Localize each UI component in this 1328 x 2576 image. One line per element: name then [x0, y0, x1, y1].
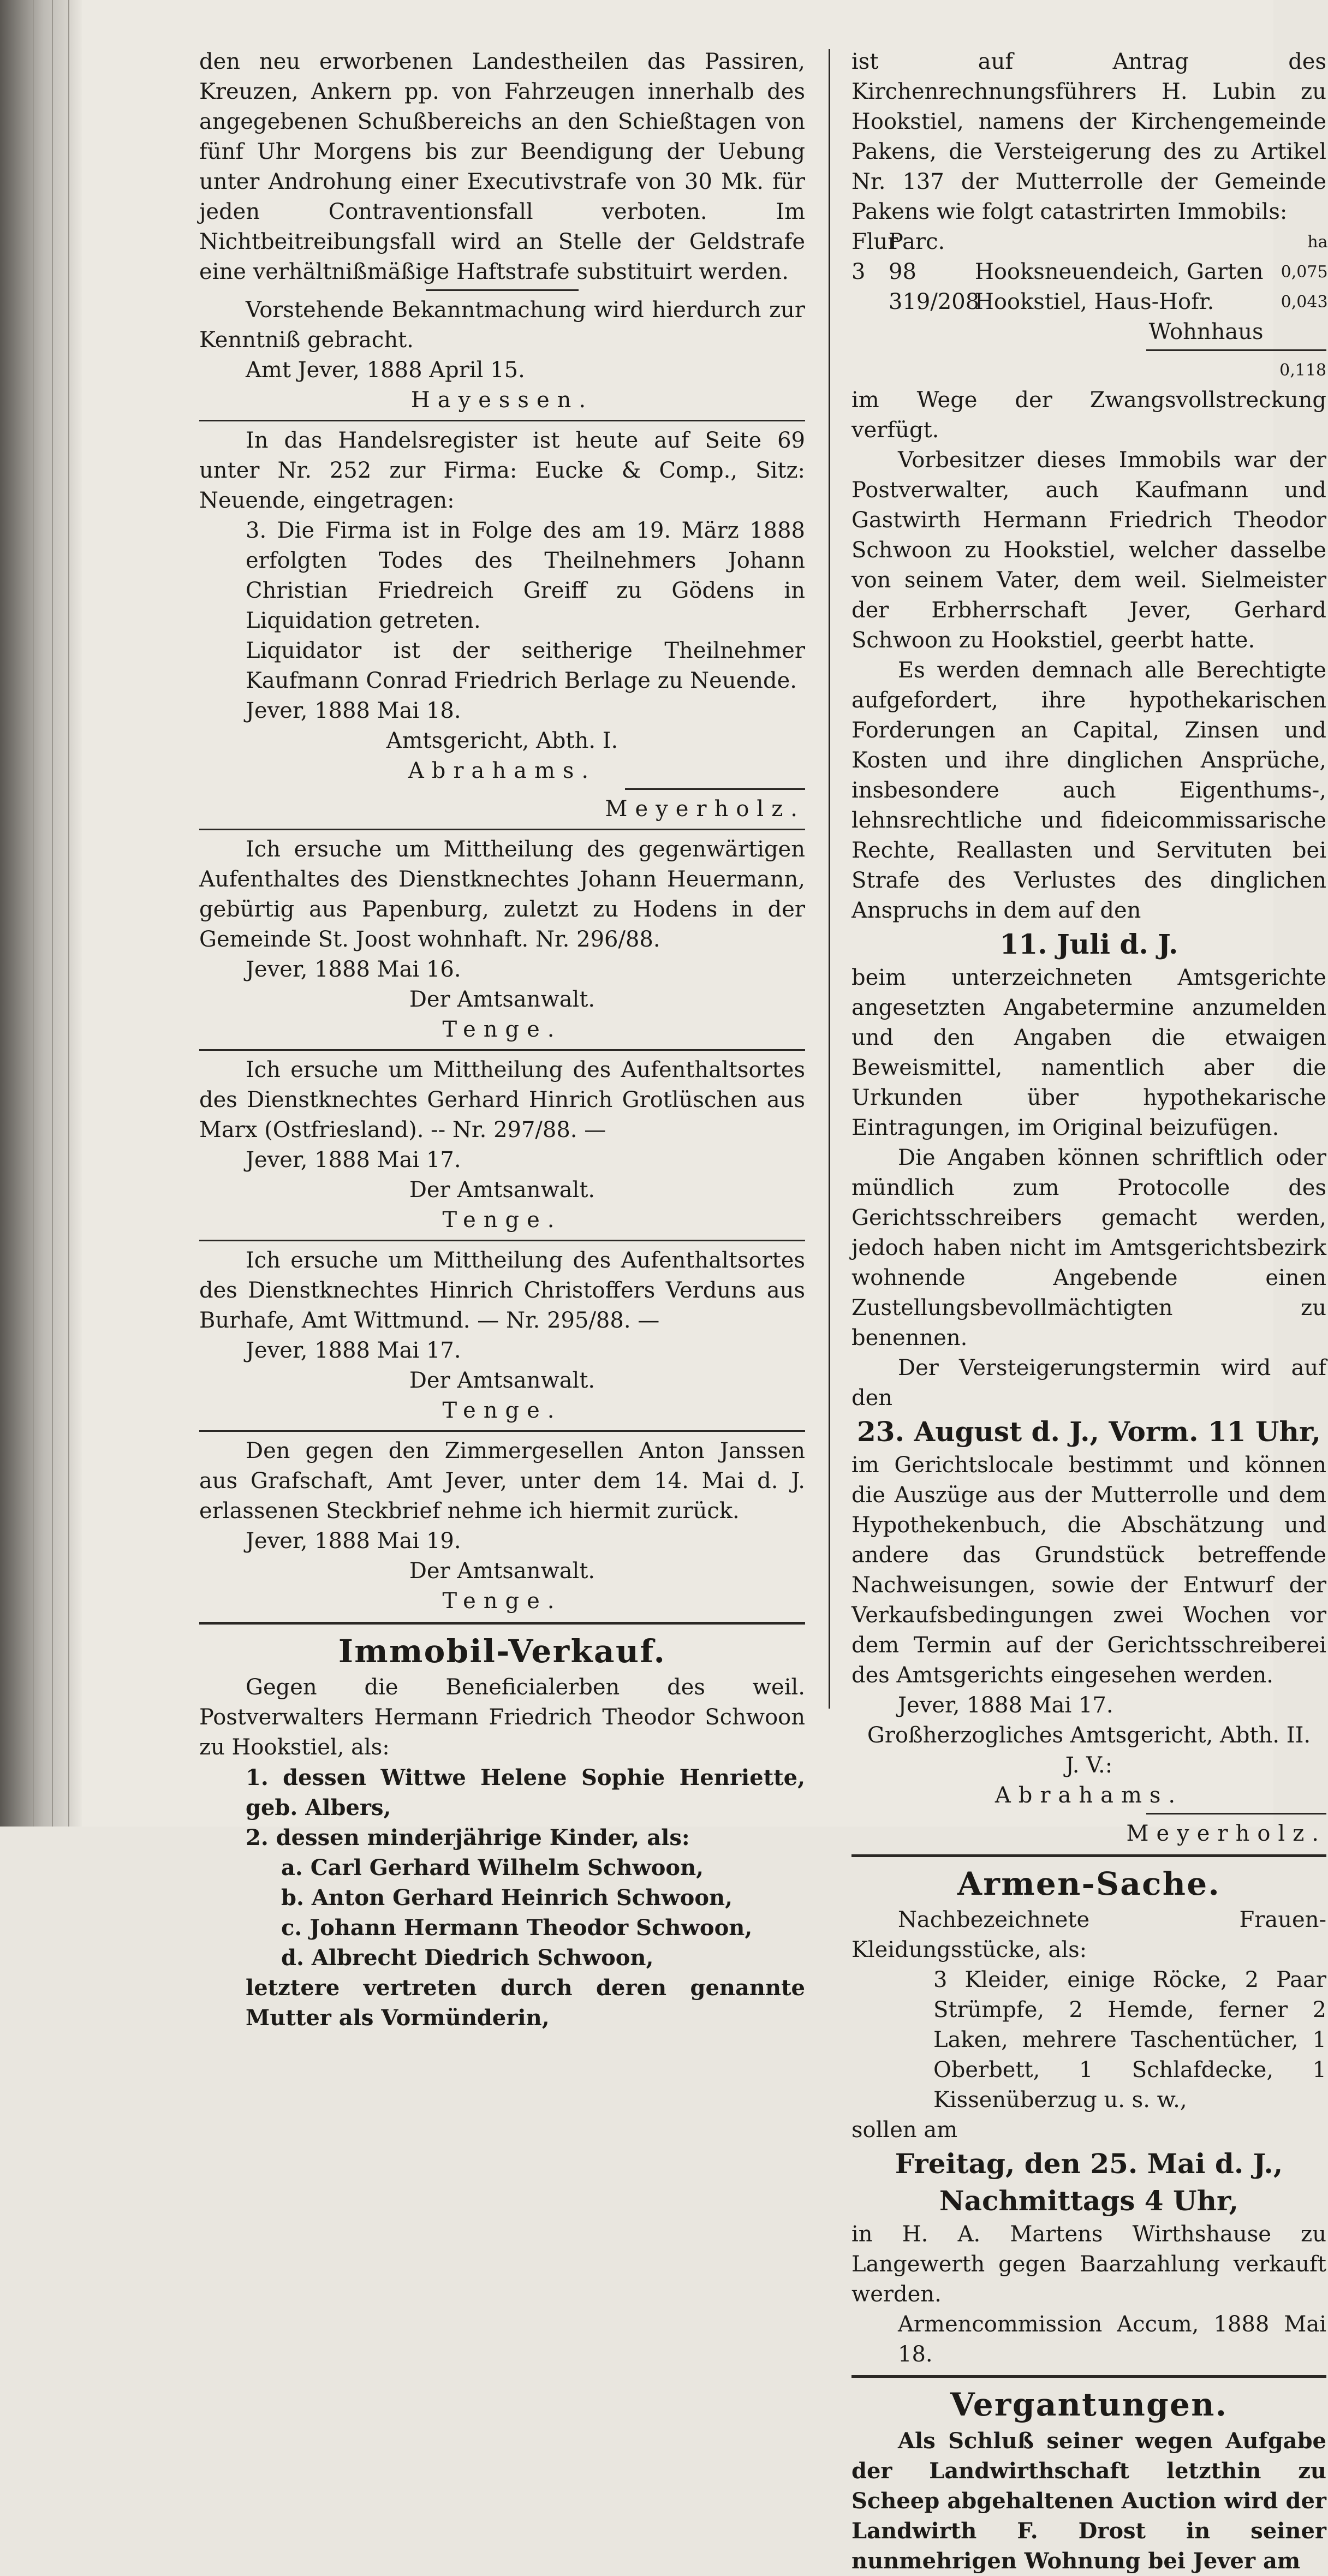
notice-2-date: Jever, 1888 Mai 18.: [246, 698, 461, 723]
parcel-table: [851, 227, 1326, 347]
notice-2-signature: Abrahams.: [408, 758, 597, 783]
notice-5-text: Ich ersuche um Mittheilung des Aufenthaltsortes des Dienstknechtes Hinrich Christoffers Verduns aus Burhafe, Amt Wittmund. — Nr. 295/88. —: [199, 1248, 805, 1333]
date-23-august: 23. August d. J., Vorm. 11 Uhr,: [857, 1415, 1321, 1448]
notice-6-office: Der Amtsanwalt.: [409, 1558, 595, 1584]
table-cell: Wohnhaus: [1148, 319, 1264, 344]
armen-time: Nachmittags 4 Uhr,: [939, 2185, 1239, 2217]
table-header-ha: ha: [1307, 233, 1328, 252]
notice-2-signature-2: Meyerholz.: [605, 796, 805, 822]
immobil-end: letztere vertreten durch deren genannte Mutter als Vormünderin,: [246, 1975, 805, 2031]
notice-6-date: Jever, 1888 Mai 19.: [246, 1528, 461, 1554]
vergantungen-heading: Vergantungen.: [950, 2386, 1228, 2423]
notice-1-signature: Hayessen.: [410, 388, 594, 413]
armen-sollen: sollen am: [851, 2117, 958, 2143]
page-edge-line: [68, 0, 69, 1827]
immobil-child-c: c. Johann Hermann Theodor Schwoon,: [281, 1915, 753, 1941]
table-cell: 98: [889, 259, 916, 284]
table-cell: Hooksneuendeich, Garten: [975, 259, 1264, 284]
date-11-juli: 11. Juli d. J.: [999, 928, 1178, 960]
right-text-4: Es werden demnach alle Berechtigte aufgefordert, ihre hypothekarischen Forderungen an Capital, Zinsen und Kosten und ihre dinglichen Ansprüche, insbesondere auch Eigenthums-, lehnsrechtliche und fideicommissarische Rechte, Reallasten und Servituten bei Strafe des Verlustes des dinglichen Anspruchs in dem auf den: [851, 658, 1326, 923]
notice-5-office: Der Amtsanwalt.: [409, 1368, 595, 1393]
notice-1-text: Vorstehende Bekanntmachung wird hierdurch zur Kenntniß gebracht.: [199, 298, 805, 353]
right-text-7: Der Versteigerungstermin wird auf den: [851, 1355, 1326, 1411]
armen-text: Nachbezeichnete Frauen-Kleidungsstücke, als:: [851, 1907, 1326, 1962]
vergantungen-text: Als Schluß seiner wegen Aufgabe der Landwirthschaft letzthin zu Scheep abgehaltenen Auction wird der Landwirth F. Drost in seiner nunmehrigen Wohnung bei Jever am: [851, 2428, 1326, 2574]
right-signature: Abrahams.: [994, 1783, 1183, 1808]
divider: [199, 1430, 805, 1432]
right-text-6: Die Angaben können schriftlich oder mündlich zum Protocolle des Gerichtsschreibers gemacht werden, jedoch haben nicht im Amtsgerichtsbezirk wohnende Angebende einen Zustellungsbevollmächtigten zu benennen.: [851, 1145, 1326, 1351]
right-intro: ist auf Antrag des Kirchenrechnungsführers H. Lubin zu Hookstiel, namens der Kirchengemeinde Pakens, die Versteigerung des zu Artikel Nr. 137 der Mutterrolle der Gemeinde Pakens wie folgt catastrirten Immobils:: [851, 49, 1326, 224]
right-court: Großherzogliches Amtsgericht, Abth. II.: [867, 1723, 1311, 1748]
notice-3-text: Ich ersuche um Mittheilung des gegenwärtigen Aufenthaltes des Dienstknechtes Johann Heuermann, gebürtig aus Papenburg, zuletzt zu Hodens in der Gemeinde St. Joost wohnhaft. Nr. 296/88.: [199, 837, 805, 952]
immobil-child-a: a. Carl Gerhard Wilhelm Schwoon,: [281, 1855, 704, 1881]
intro-paragraph: den neu erworbenen Landestheilen das Passiren, Kreuzen, Ankern pp. von Fahrzeugen innerhalb des angegebenen Schußbereichs an den Schießtagen von fünf Uhr Morgens bis zur Beendigung der Uebung unter Androhung einer Executivstrafe von 30 Mk. für jeden Contraventionsfall verboten. Im Nichtbeitreibungsfall wird an Stelle der Geldstrafe eine verhältnißmäßige Haftstrafe substituirt werden.: [199, 49, 805, 284]
notice-3-date: Jever, 1888 Mai 16.: [246, 957, 461, 982]
left-column: [199, 47, 805, 2033]
table-header-flur: Flur: [851, 229, 898, 254]
notice-6-signature: Tenge.: [442, 1589, 562, 1614]
armen-list: 3 Kleider, einige Röcke, 2 Paar Strümpfe, 2 Hemde, ferner 2 Laken, mehrere Taschentücher, 1 Oberbett, 1 Schlafdecke, 1 Kissenüberzug u. s. w.,: [933, 1967, 1326, 2113]
right-column: [851, 47, 1326, 2576]
table-header-parc: Parc.: [889, 229, 945, 254]
divider: [851, 2375, 1326, 2378]
notice-4-office: Der Amtsanwalt.: [409, 1177, 595, 1203]
armen-signature: Armencommission Accum, 1888 Mai 18.: [898, 2312, 1326, 2367]
table-cell: 0,075: [1281, 263, 1328, 282]
divider: [199, 420, 805, 421]
notice-2-text: In das Handelsregister ist heute auf Seite 69 unter Nr. 252 zur Firma: Eucke & Comp., Sitz: Neuende, eingetragen:: [199, 428, 805, 513]
immobil-item-2: 2. dessen minderjährige Kinder, als:: [246, 1825, 690, 1851]
notice-4-text: Ich ersuche um Mittheilung des Aufenthaltsortes des Dienstknechtes Gerhard Hinrich Grotlüschen aus Marx (Ostfriesland). -- Nr. 297/88. —: [199, 1057, 805, 1143]
armen-date: Freitag, den 25. Mai d. J.,: [895, 2147, 1283, 2180]
right-iv: J. V.:: [1065, 1753, 1113, 1778]
table-cell: 0,043: [1281, 293, 1328, 312]
divider: [1146, 349, 1326, 351]
divider: [199, 1622, 805, 1625]
divider: [199, 829, 805, 830]
divider: [851, 1854, 1326, 1857]
divider: [1146, 1813, 1326, 1814]
divider: [625, 788, 805, 790]
page-edge-line: [33, 0, 34, 1827]
immobil-child-b: b. Anton Gerhard Heinrich Schwoon,: [281, 1885, 733, 1911]
table-cell: 319/208: [889, 289, 980, 314]
book-spine: [0, 0, 82, 1827]
table-cell: Hookstiel, Haus-Hofr.: [975, 289, 1214, 314]
newspaper-page: [82, 0, 1328, 2574]
divider: [199, 1240, 805, 1241]
notice-4-date: Jever, 1888 Mai 17.: [246, 1147, 461, 1173]
armen-place: in H. A. Martens Wirthshause zu Langewerth gegen Baarzahlung verkauft werden.: [851, 2222, 1326, 2307]
immobil-child-d: d. Albrecht Diedrich Schwoon,: [281, 1945, 654, 1971]
divider: [199, 1049, 805, 1051]
table-cell: 3: [851, 259, 866, 284]
notice-2-liquidator: Liquidator ist der seitherige Theilnehmer Kaufmann Conrad Friedrich Berlage zu Neuende.: [246, 638, 805, 693]
right-text-3: Vorbesitzer dieses Immobils war der Postverwalter, auch Kaufmann und Gastwirth Hermann Friedrich Theodor Schwoon zu Hookstiel, welcher dasselbe von seinem Vater, dem weil. Sielmeister der Erbherrschaft Jever, Gerhard Schwoon zu Hookstiel, geerbt hatte.: [851, 448, 1326, 653]
right-signature-2: Meyerholz.: [1126, 1821, 1326, 1846]
notice-6-text: Den gegen den Zimmergesellen Anton Janssen aus Grafschaft, Amt Jever, unter dem 14. Mai d. J. erlassenen Steckbrief nehme ich hiermit zurück.: [199, 1438, 805, 1524]
notice-2-court: Amtsgericht, Abth. I.: [386, 728, 618, 753]
page-edge-line: [52, 0, 53, 1827]
divider: [426, 289, 579, 291]
notice-2-item: 3. Die Firma ist in Folge des am 19. März 1888 erfolgten Todes des Theilnehmers Johann Christian Friedreich Greiff zu Gödens in Liquidation getreten.: [246, 518, 805, 633]
notice-5-date: Jever, 1888 Mai 17.: [246, 1338, 461, 1363]
notice-5-signature: Tenge.: [442, 1398, 562, 1423]
notice-3-office: Der Amtsanwalt.: [409, 987, 595, 1012]
notice-1-date: Amt Jever, 1888 April 15.: [246, 358, 525, 383]
armen-heading: Armen-Sache.: [957, 1865, 1220, 1902]
notice-3-signature: Tenge.: [442, 1017, 562, 1042]
right-date: Jever, 1888 Mai 17.: [898, 1693, 1113, 1718]
immobil-text: Gegen die Beneficialerben des weil. Postverwalters Hermann Friedrich Theodor Schwoon zu Hookstiel, als:: [199, 1675, 805, 1760]
immobil-heading: Immobil-Verkauf.: [338, 1633, 666, 1670]
immobil-item-1: 1. dessen Wittwe Helene Sophie Henriette, geb. Albers,: [246, 1765, 805, 1821]
column-divider: [829, 49, 830, 1709]
right-text-5: beim unterzeichneten Amtsgerichte angesetzten Angabetermine anzumelden und den Angaben die etwaigen Beweismittel, namentlich aber die Urkunden über hypothekarische Eintragungen, im Original beizufügen.: [851, 965, 1326, 1140]
right-text-2: im Wege der Zwangsvollstreckung verfügt.: [851, 388, 1326, 443]
notice-4-signature: Tenge.: [442, 1207, 562, 1233]
table-sum: 0,118: [1279, 361, 1326, 380]
right-text-8: im Gerichtslocale bestimmt und können die Auszüge aus der Mutterrolle und dem Hypothekenbuch, die Abschätzung und andere das Grundstück betreffende Nachweisungen, sowie der Entwurf der Verkaufsbedingungen zwei Wochen vor dem Termin auf der Gerichtsschreiberei des Amtsgerichts eingesehen werden.: [851, 1453, 1326, 1688]
